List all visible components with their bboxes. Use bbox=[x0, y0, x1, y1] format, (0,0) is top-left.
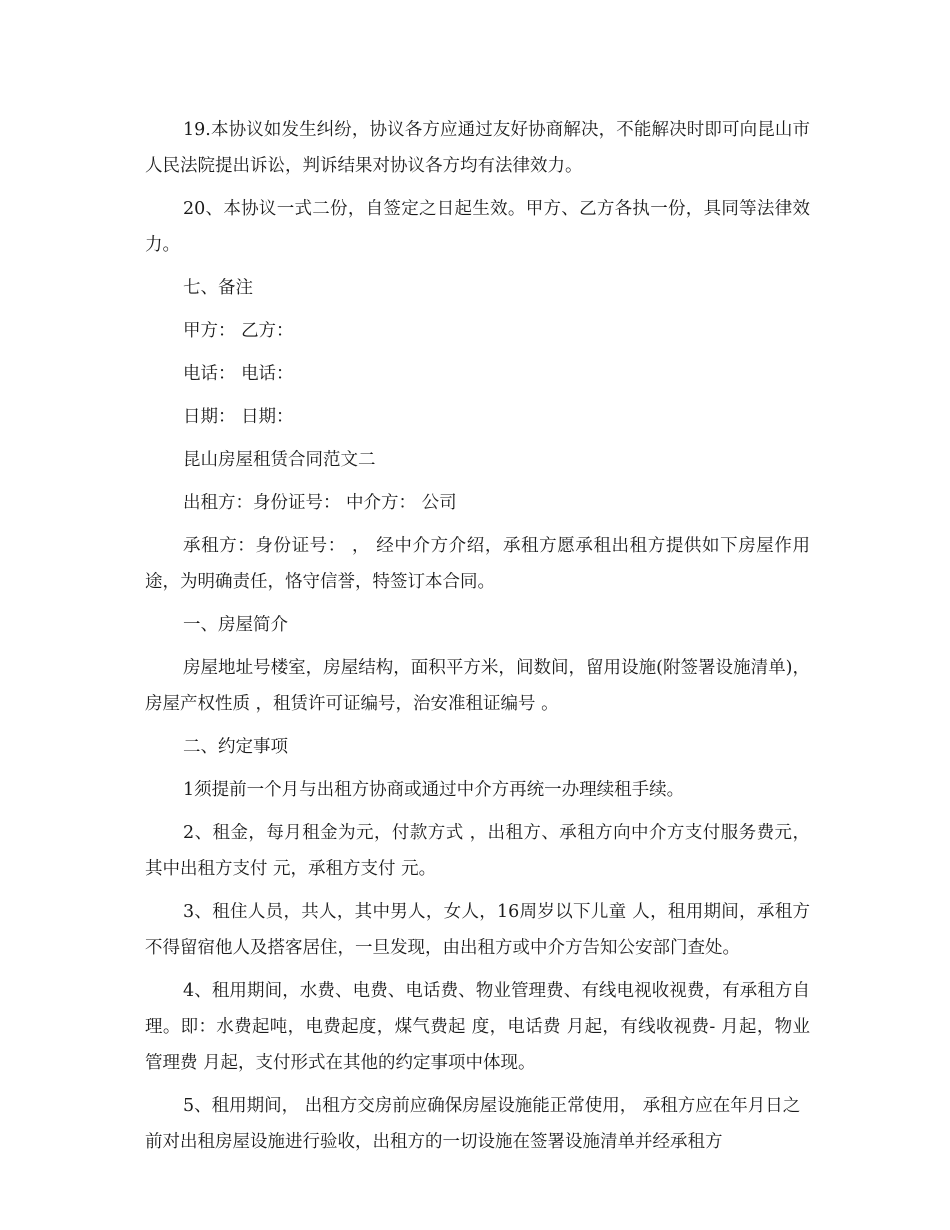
clause-5-inspection: 5、租用期间， 出租方交房前应确保房屋设施能正常使用， 承租方应在年月日之前对出租房屋设施进行验收，出租方的一切设施在签署设施清单并经承租方 bbox=[145, 1096, 801, 1152]
section-heading-remarks: 七、备注 bbox=[183, 278, 253, 298]
signature-date-line: 日期： 日期： bbox=[183, 407, 294, 427]
section-heading-agreed-matters: 二、约定事项 bbox=[183, 737, 288, 757]
paragraph-copies-effect: 20、本协议一式二份，自签定之日起生效。甲方、乙方各执一份，具同等法律效力。 bbox=[145, 199, 810, 255]
clause-3-occupants: 3、租住人员，共人，其中男人，女人，16周岁以下儿童 人，租用期间，承租方不得留宿他人及搭客居住，一旦发现，由出租方或中介方告知公安部门查处。 bbox=[145, 902, 810, 958]
clause-1-renewal: 1须提前一个月与出租方协商或通过中介方再统一办理续租手续。 bbox=[183, 780, 685, 800]
signature-party-line: 甲方： 乙方： bbox=[183, 321, 294, 341]
document-page bbox=[145, 112, 810, 1167]
lessor-line: 出租方：身份证号： 中介方： 公司 bbox=[183, 493, 457, 513]
signature-phone-line: 电话： 电话： bbox=[183, 364, 294, 384]
section-heading-house-intro: 一、房屋简介 bbox=[183, 615, 288, 635]
paragraph-house-details: 房屋地址号楼室，房屋结构，面积平方米，间数间，留用设施(附签署设施清单)， 房屋产权性质 ，租赁许可证编号，治安准租证编号 。 bbox=[145, 658, 810, 714]
lessee-intro-paragraph: 承租方：身份证号： ， 经中介方介绍，承租方愿承租出租方提供如下房屋作用途，为明确责任，恪守信誉，特签订本合同。 bbox=[145, 536, 810, 592]
paragraph-dispute-resolution: 19.本协议如发生纠纷，协议各方应通过友好协商解决，不能解决时即可向昆山市人民法院提出诉讼，判诉结果对协议各方均有法律效力。 bbox=[145, 120, 810, 176]
clause-4-utilities: 4、租用期间，水费、电费、电话费、物业管理费、有线电视收视费，有承租方自理。即：水费起吨，电费起度，煤气费起 度，电话费 月起，有线收视费- 月起，物业管理费 月起，支付形式在其他的约定事项中体现。 bbox=[145, 981, 810, 1073]
contract-title-two: 昆山房屋租赁合同范文二 bbox=[183, 450, 376, 470]
clause-2-rent: 2、租金，每月租金为元，付款方式 ，出租方、承租方向中介方支付服务费元，其中出租方支付 元，承租方支付 元。 bbox=[145, 823, 810, 879]
